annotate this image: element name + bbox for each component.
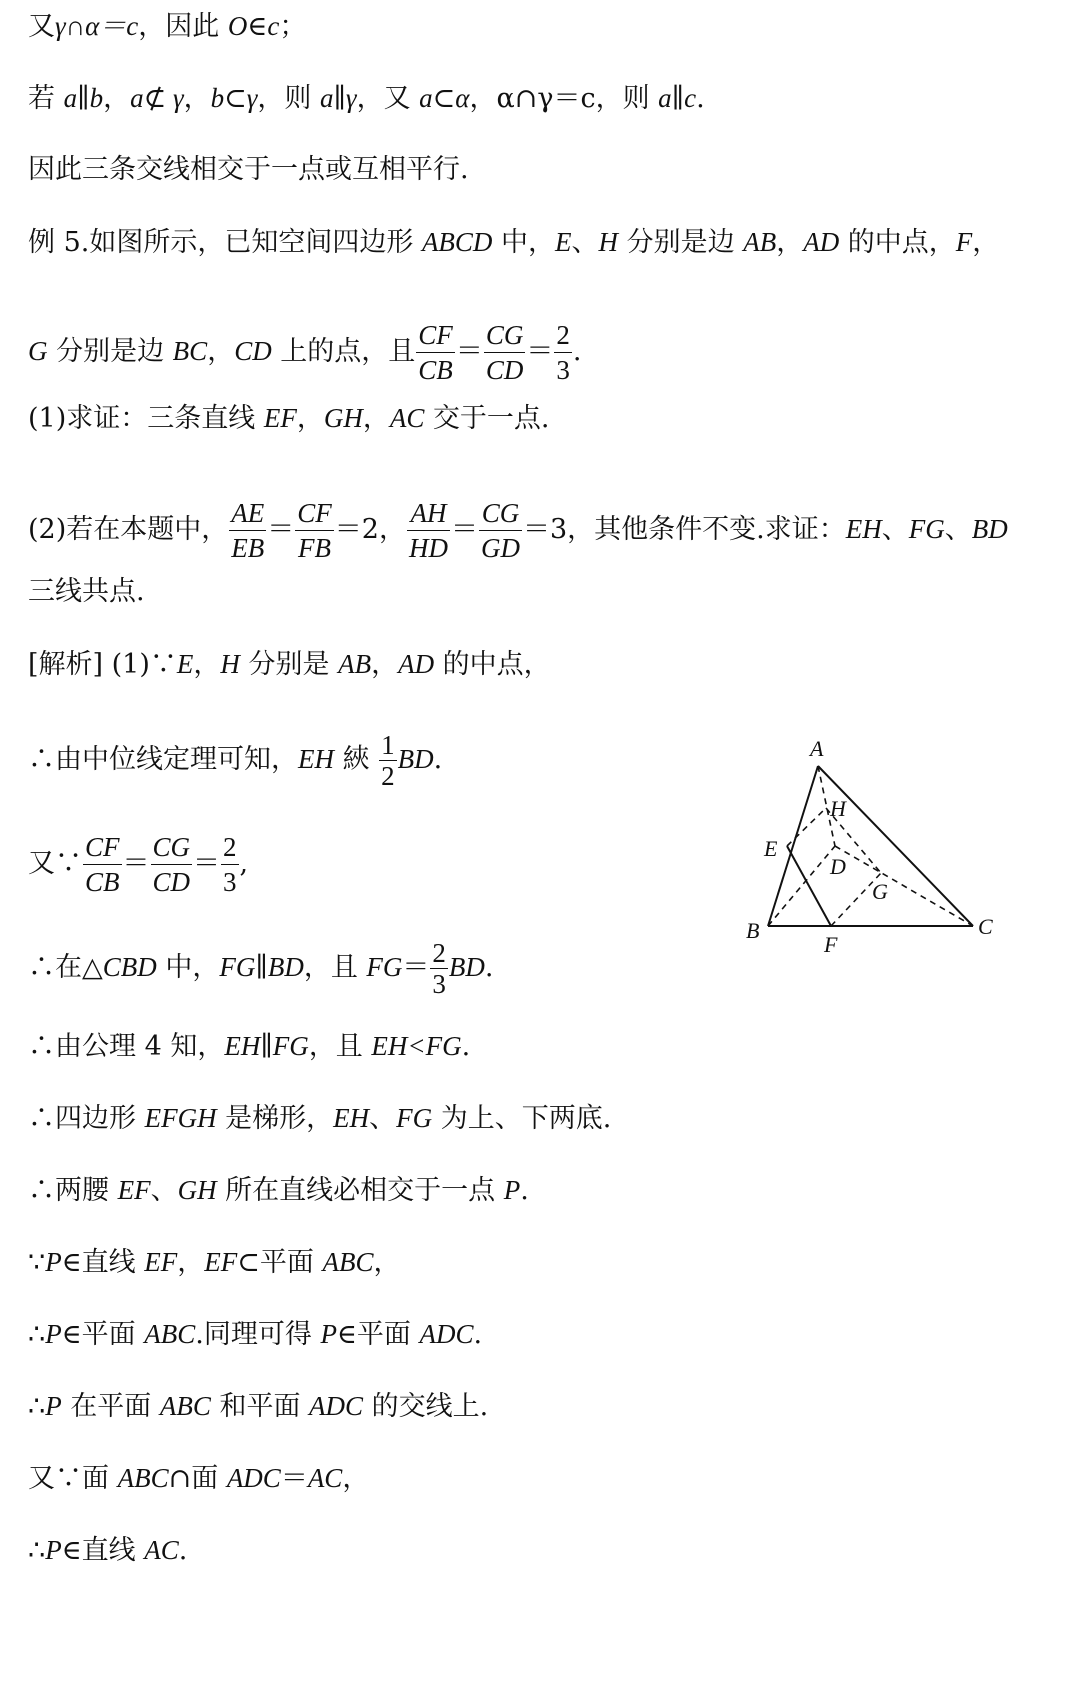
text: 又 [28,11,55,42]
text: . [696,83,705,114]
math: P [503,1175,521,1205]
math: ABC [159,1391,211,1421]
vertex-label-C: C [978,914,993,939]
denominator: CB [418,355,453,385]
fraction [379,730,397,791]
text: ∴四边形 [28,1103,145,1134]
math: FG [396,1103,433,1133]
text: ∴由中位线定理可知， [28,744,298,775]
fraction [295,496,334,565]
math: EF [144,1247,178,1277]
point-label-E: E [764,836,778,861]
text: 分别是边 [618,227,744,258]
text: ∴ [28,1391,46,1422]
segment-EH [787,808,826,846]
text: 例 5.如图所示，已知空间四边形 [28,227,422,258]
math: a⊄ γ [130,83,184,113]
text: , [239,848,249,879]
text-line-10 [28,730,442,791]
text: ， [177,1247,205,1278]
fraction [151,830,193,899]
point-label-G: G [872,879,888,904]
text: ， [972,227,1000,258]
math: ADC [226,1463,281,1493]
math: EH∥FG [224,1031,309,1061]
text: 、 [944,514,972,545]
question-1 [28,400,550,437]
text: . [461,1031,471,1062]
math: E [555,227,572,257]
text: ，且 [308,1031,372,1062]
text: ∴由公理 4 知， [28,1031,225,1062]
text: ∴ [28,1535,46,1566]
math: AB [338,649,372,679]
text: 为上、下两底. [432,1103,612,1134]
math: F [955,227,973,257]
math: a∥b [63,83,104,113]
text: . [572,336,582,367]
fraction [416,318,455,387]
denominator: CD [152,867,191,897]
text: 、 [150,1175,178,1206]
text: ＝ [267,514,295,545]
text: ∈平面 [61,1319,145,1350]
denominator: CD [485,355,524,385]
vertex-label-B: B [746,918,760,943]
math: ABC [117,1463,169,1493]
text: 、 [369,1103,397,1134]
text-line-14 [28,1100,611,1137]
text: ＝ [122,848,150,879]
text: 在平面 [61,1391,160,1422]
math: ADC [309,1391,364,1421]
math: BC [172,336,208,366]
text: . [178,1535,188,1566]
text: . [433,744,443,775]
text: 和平面 [210,1391,310,1422]
math: ABCD [421,227,493,257]
text: 三线共点. [28,576,145,607]
text: ，又 [356,83,420,114]
text: ＝ [193,848,221,879]
text: ＝3，其他条件不变.求证： [522,514,846,545]
math: P [320,1319,337,1349]
vertex-label-A: A [810,738,824,761]
example-heading [28,224,999,261]
text-line-8 [28,574,145,610]
fraction [407,496,450,565]
math: BD [397,744,434,774]
denominator: 3 [223,867,237,897]
numerator: CG [151,830,193,865]
text: ， [183,83,211,114]
math: P [45,1535,62,1565]
text-line-1 [28,8,306,45]
text: 、 [881,514,909,545]
numerator: CG [479,496,522,531]
text: . [473,1319,483,1350]
text: ∴在△ [28,952,103,983]
text: 所在直线必相交于一点 [216,1175,504,1206]
denominator: HD [408,533,448,563]
math: GH [177,1175,217,1205]
edge-AC [818,766,973,926]
math: O∈c [227,11,280,41]
denominator: FB [298,533,331,563]
fraction [83,830,122,899]
math: EH [333,1103,370,1133]
math: P [45,1247,62,1277]
denominator: 3 [556,355,570,385]
question-2 [28,496,1008,565]
text: ∵ [28,1247,46,1278]
text: 綊 [334,744,379,775]
text: ＝ [450,514,478,545]
text: ， [193,649,221,680]
text: ， [103,83,131,114]
math: EF [117,1175,151,1205]
text: . [520,1175,529,1206]
text: (1)求证：三条直线 [28,403,264,434]
text: 的中点， [434,649,551,680]
numerator: AE [229,496,266,531]
math: AC [307,1463,343,1493]
text: ， [296,403,324,434]
text-line-2 [28,80,705,117]
denominator: 2 [381,761,395,791]
text: 的交线上. [363,1391,489,1422]
text: 中， [492,227,556,258]
solution-heading [28,646,551,683]
text-line-18 [28,1388,488,1425]
numerator: 2 [432,938,446,968]
text-line-11 [28,830,248,899]
text: ∩面 [168,1463,227,1494]
numerator: CG [484,318,526,353]
numerator: CF [83,830,122,865]
text-line-17 [28,1316,482,1353]
math: AB [743,227,777,257]
math: a∥γ [319,83,357,113]
math: BD [448,952,485,982]
math: G [28,336,48,366]
text: ＝ [455,336,483,367]
fraction [479,496,522,565]
text-line-13 [28,1028,470,1065]
math: γ∩α＝c [55,11,139,41]
math: P [45,1319,62,1349]
text: (2)若在本题中， [28,514,229,545]
math: EF [204,1247,238,1277]
text: 若 [28,83,64,114]
text: ，则 [257,83,320,114]
text-line-20 [28,1532,187,1569]
text-line-19 [28,1460,369,1497]
fraction [221,830,239,899]
math: FG [908,514,945,544]
text: 是梯形， [216,1103,334,1134]
text: ＝2， [334,514,406,545]
text: ； [279,11,307,42]
text: ， [207,336,235,367]
numerator: AH [407,496,450,531]
text: 又∵ [28,848,82,879]
text: ＝ [402,952,430,983]
text: [解析] (1)∵ [28,649,177,680]
text: ， [342,1463,370,1494]
text: 因此三条交线相交于一点或互相平行. [28,154,469,185]
text: 交于一点. [424,403,550,434]
text-line-12 [28,938,494,999]
math: FG∥BD [219,952,304,982]
math: CBD [102,952,157,982]
math: BD [971,514,1008,544]
fraction [554,318,572,387]
numerator: 2 [221,830,239,865]
denominator: GD [480,533,520,563]
math: a∥c [658,83,697,113]
fraction [229,496,266,565]
text: ∴ [28,1319,46,1350]
text: 又∵面 [28,1463,118,1494]
text: 分别是边 [47,336,173,367]
math: FG [366,952,403,982]
text-line-3 [28,152,469,188]
text: ∈平面 [336,1319,420,1350]
math: ABC [322,1247,374,1277]
math: H [220,649,240,679]
text: ＝ [280,1463,308,1494]
math: a⊂α [419,83,470,113]
numerator: 1 [381,730,395,760]
math: ADC [419,1319,474,1349]
denominator: CB [85,867,120,897]
text: ∴两腰 [28,1175,118,1206]
text: ，α∩γ＝c，则 [469,83,659,114]
text: ∈直线 [61,1247,145,1278]
text: ， [371,649,399,680]
math: EFGH [144,1103,217,1133]
text-line-16 [28,1244,400,1281]
point-label-H: H [830,796,846,821]
math: ABC [144,1319,196,1349]
text: ，且 [303,952,367,983]
math: AC [144,1535,179,1565]
math: AD [803,227,840,257]
math: EH [845,514,882,544]
text: ＝ [526,336,554,367]
text: 的中点， [839,227,956,258]
math: EH<FG [371,1031,462,1061]
text: 分别是 [239,649,339,680]
text: 上的点，且 [271,336,416,367]
text: ⊂平面 [237,1247,323,1278]
math: P [45,1391,62,1421]
text-line-15 [28,1172,529,1209]
tetrahedron-figure [738,738,1018,968]
numerator: 2 [554,318,572,353]
text: .同理可得 [195,1319,321,1350]
text-line-5 [28,318,581,387]
fraction [430,938,448,999]
text: ，因此 [138,11,228,42]
text: ∈直线 [61,1535,145,1566]
math: H [598,227,619,257]
text: ， [776,227,804,258]
math: EH [298,744,334,774]
math: CD [234,336,272,366]
text: ， [362,403,390,434]
math: E [176,649,194,679]
denominator: EB [231,533,265,563]
numerator: CF [416,318,455,353]
edge-CD [835,846,973,926]
text: 、 [571,227,599,258]
math: b⊂γ [210,83,258,113]
text: ， [373,1247,401,1278]
math: AD [398,649,435,679]
math: AC [389,403,425,433]
vertex-label-D: D [830,854,846,879]
point-label-F: F [824,932,838,957]
text: 中， [156,952,220,983]
text: . [484,952,494,983]
math: EF [263,403,297,433]
fraction [484,318,526,387]
math: GH [323,403,363,433]
numerator: CF [295,496,334,531]
denominator: 3 [432,969,446,999]
